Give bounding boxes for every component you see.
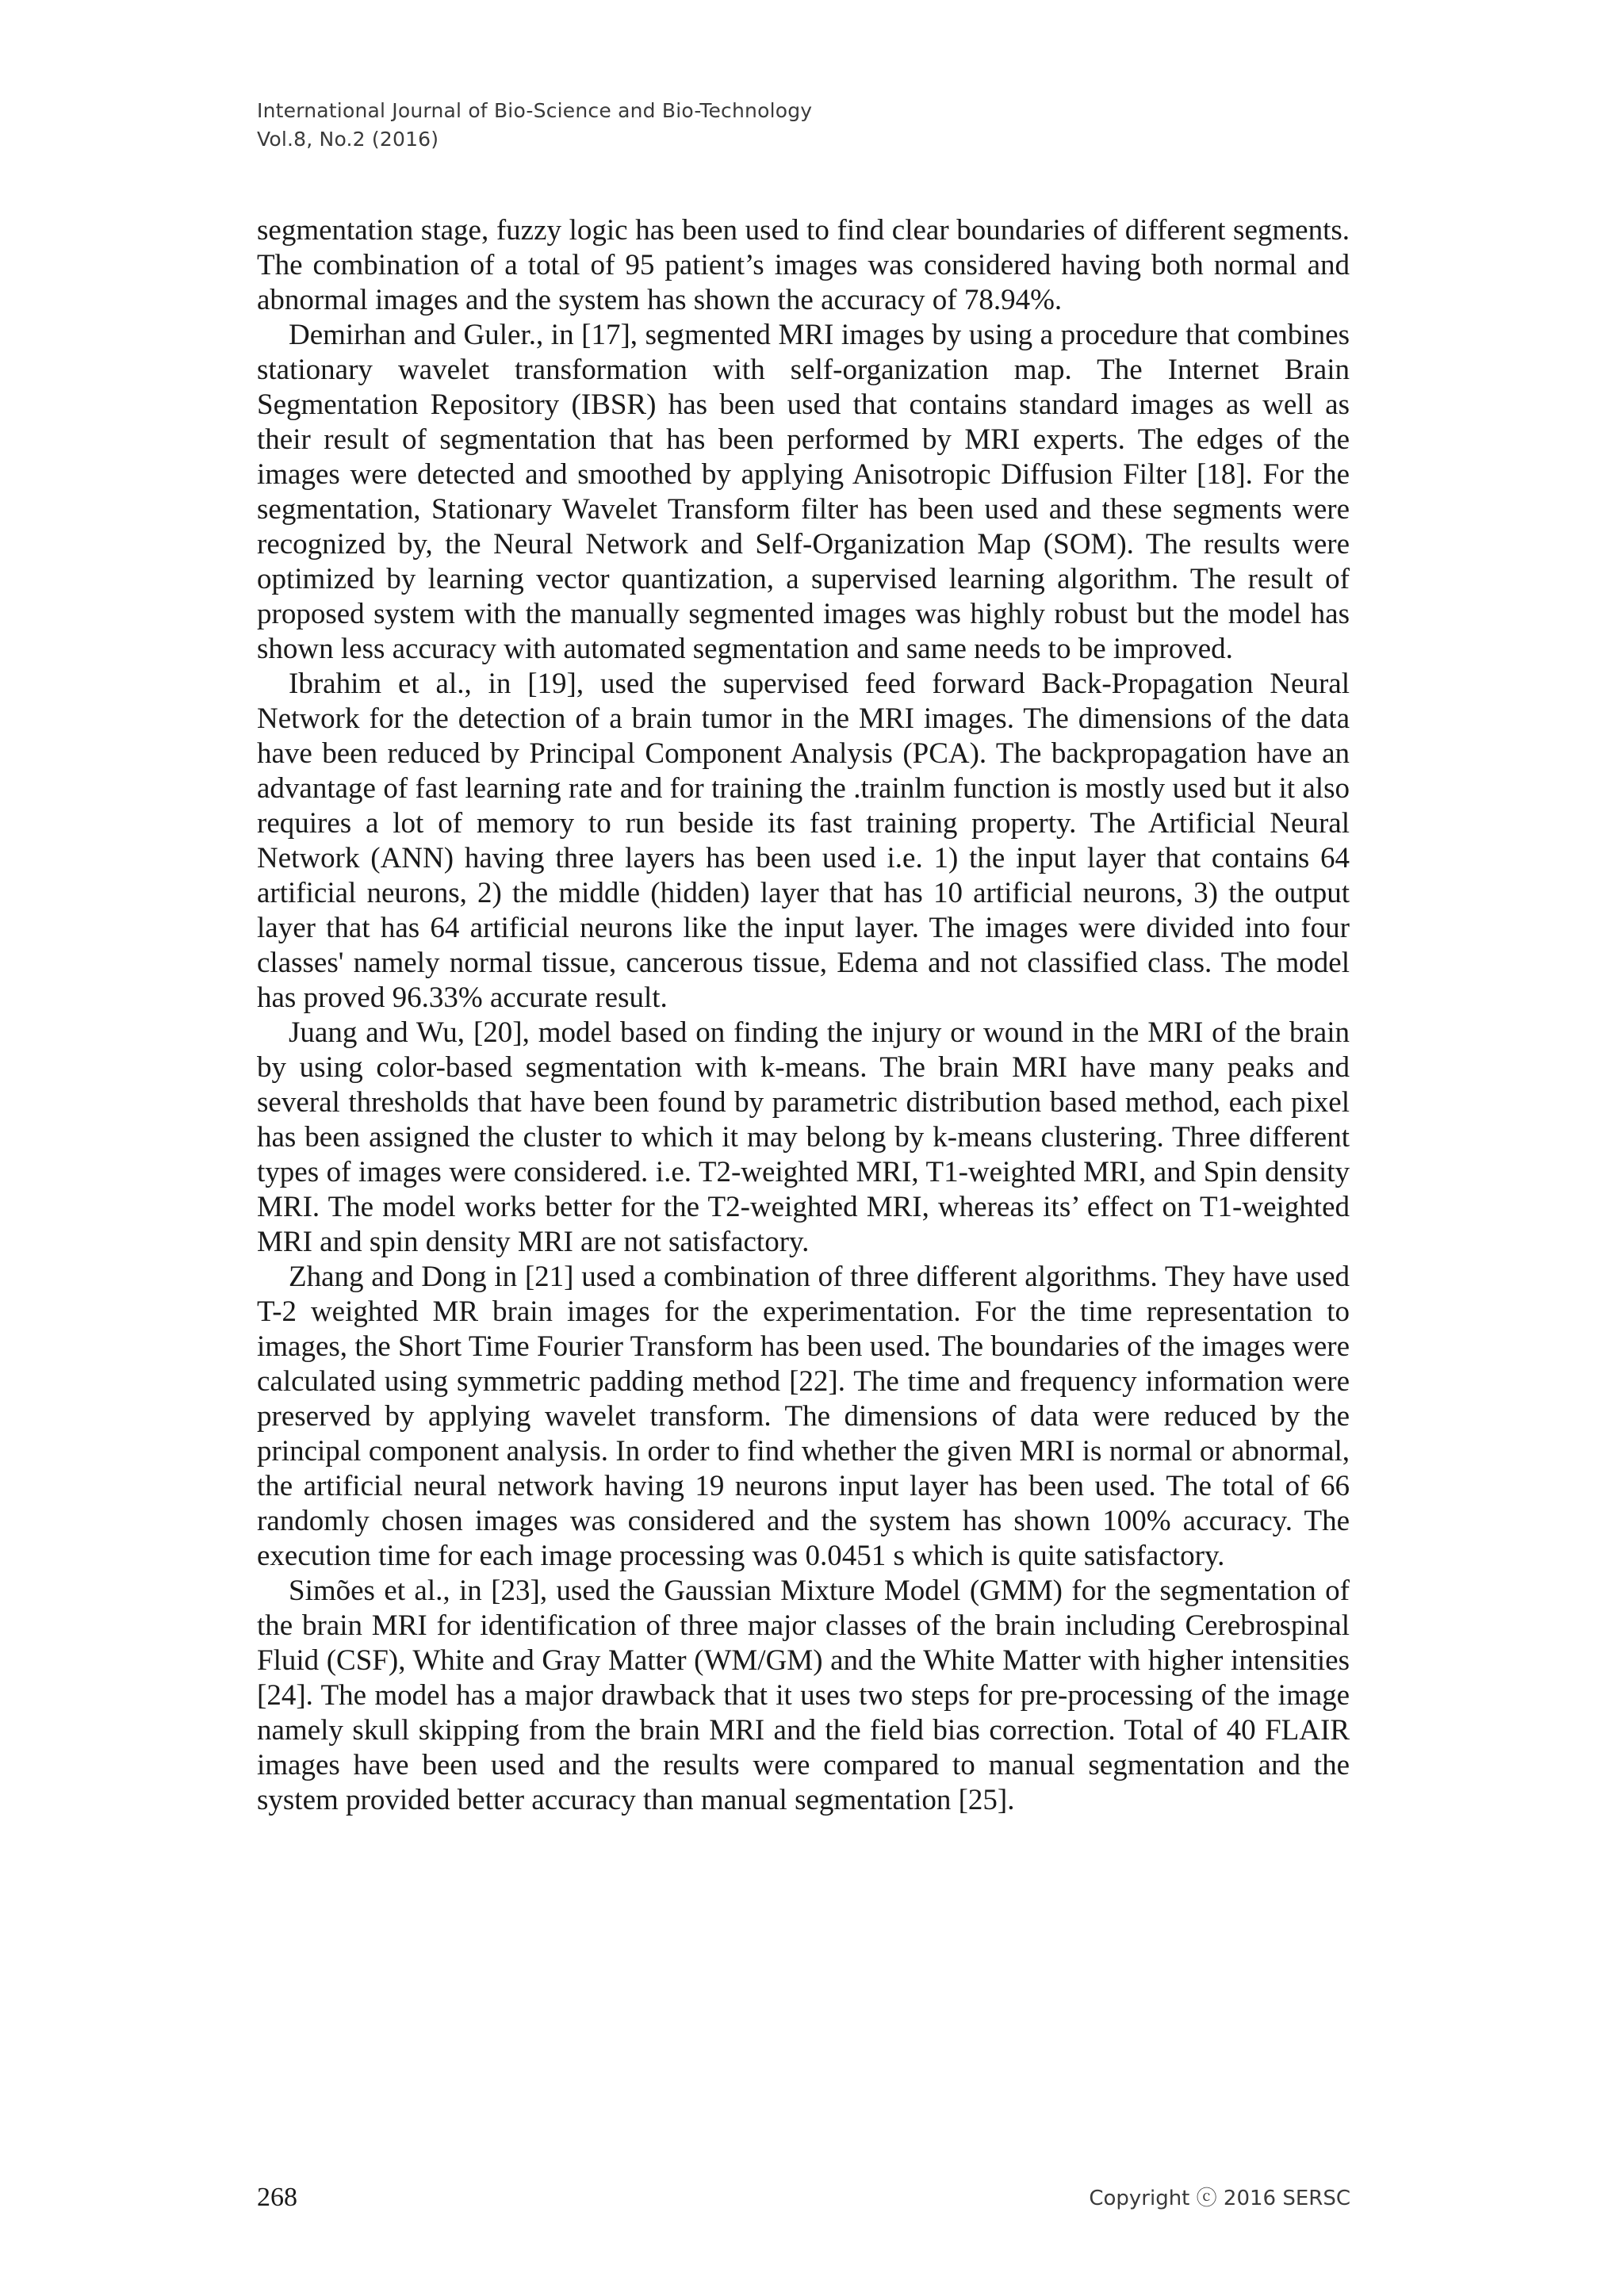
running-header [257, 97, 812, 154]
journal-volume: Vol.8, No.2 (2016) [257, 128, 439, 151]
page-number: 268 [257, 2183, 297, 2212]
paragraph-ibrahim: Ibrahim et al., in [19], used the supervised feed forward Back-Propagation Neural Network for the detection of a brain tumor in the MRI images. The dimensions of the data have been reduced by Principal Component Analysis (PCA). The backpropagation have an advantage of fast learning rate and for training the .trainlm function is mostly used but it also requires a lot of memory to run beside its fast training property. The Artificial Neural Network (ANN) having three layers has been used i.e. 1) the input layer that contains 64 artificial neurons, 2) the middle (hidden) layer that has 10 artificial neurons, 3) the output layer that has 64 artificial neurons like the input layer. The images were divided into four classes' namely normal tissue, cancerous tissue, Edema and not classified class. The model has proved 96.33% accurate result. [257, 668, 1350, 1014]
paragraph-simoes: Simões et al., in [23], used the Gaussian Mixture Model (GMM) for the segmentation of the brain MRI for identification of three major classes of the brain including Cerebrospinal Fluid (CSF), White and Gray Matter (WM/GM) and the White Matter with higher intensities [24]. The model has a major drawback that it uses two steps for pre-processing of the image namely skull skipping from the brain MRI and the field bias correction. Total of 40 FLAIR images have been used and the results were compared to manual segmentation and the system provided better accuracy than manual segmentation [25]. [257, 1575, 1350, 1816]
journal-title: International Journal of Bio-Science and Bio-Technology [257, 99, 813, 122]
paragraph-demirhan: Demirhan and Guler., in [17], segmented MRI images by using a procedure that combines stationary wavelet transformation with self-organization map. The Internet Brain Segmentation Repository (IBSR) has been used that contains standard images as well as their result of segmentation that has been performed by MRI experts. The edges of the images were detected and smoothed by applying Anisotropic Diffusion Filter [18]. For the segmentation, Stationary Wavelet Transform filter has been used and these segments were recognized by, the Neural Network and Self-Organization Map (SOM). The results were optimized by learning vector quantization, a supervised learning algorithm. The result of proposed system with the manually segmented images was highly robust but the model has shown less accuracy with automated segmentation and same needs to be improved. [257, 319, 1350, 665]
paragraph-zhang: Zhang and Dong in [21] used a combination of three different algorithms. They have used T-2 weighted MR brain images for the experimentation. For the time representation to images, the Short Time Fourier Transform has been used. The boundaries of the images were calculated using symmetric padding method [22]. The time and frequency information were preserved by applying wavelet transform. The dimensions of data were reduced by the principal component analysis. In order to find whether the given MRI is normal or abnormal, the artificial neural network having 19 neurons input layer has been used. The total of 66 randomly chosen images was considered and the system has shown 100% accuracy. The execution time for each image processing was 0.0451 s which is quite satisfactory. [257, 1261, 1350, 1572]
paragraph-continuation: segmentation stage, fuzzy logic has been used to find clear boundaries of different segments. The combination of a total of 95 patient’s images was considered having both normal and abnormal images and the system has shown the accuracy of 78.94%. [257, 214, 1350, 316]
paragraph-juang: Juang and Wu, [20], model based on finding the injury or wound in the MRI of the brain by using color-based segmentation with k-means. The brain MRI have many peaks and several thresholds that have been found by parametric distribution based method, each pixel has been assigned the cluster to which it may belong by k-means clustering. Three different types of images were considered. i.e. T2-weighted MRI, T1-weighted MRI, and Spin density MRI. The model works better for the T2-weighted MRI, whereas its’ effect on T1-weighted MRI and spin density MRI are not satisfactory. [257, 1016, 1350, 1258]
copyright-notice: Copyright ⓒ 2016 SERSC [1089, 2187, 1350, 2210]
body-text [257, 213, 1350, 1818]
